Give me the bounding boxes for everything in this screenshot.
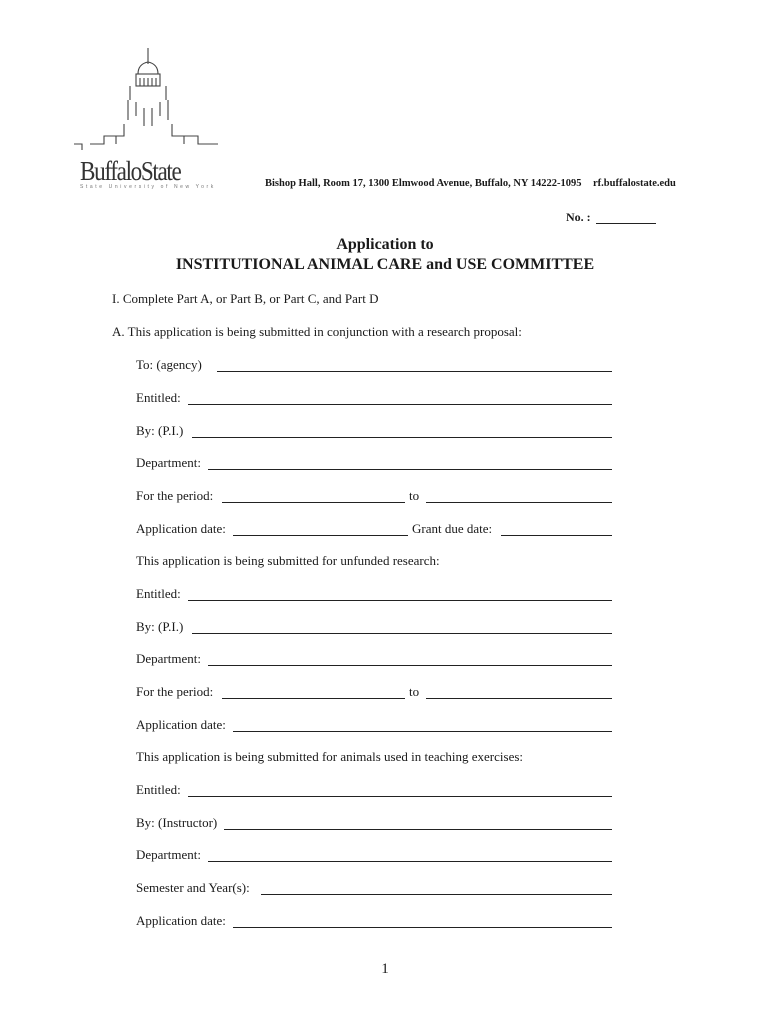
unfunded-period-end-field[interactable] [426,698,612,699]
instructor-field[interactable] [224,829,612,830]
unfunded-period-to-label: to [409,684,420,699]
unfunded-department-field[interactable] [208,665,612,666]
research-entitled-field[interactable] [188,404,612,405]
instruction-part-i: I. Complete Part A, or Part B, or Part C, and Part D [112,291,379,306]
unfunded-pi-label: By: (P.I.) [136,619,184,634]
logo-wordmark: BuffaloState [80,156,181,186]
unfunded-period-start-field[interactable] [222,698,405,699]
research-department-label: Department: [136,455,201,470]
unfunded-department-label: Department: [136,651,201,666]
research-period-label: For the period: [136,488,214,503]
unfunded-period-label: For the period: [136,684,214,699]
research-pi-label: By: (P.I.) [136,423,184,438]
office-address: Bishop Hall, Room 17, 1300 Elmwood Avenue, Buffalo, NY 14222-1095 [265,178,582,189]
teaching-entitled-field[interactable] [188,796,612,797]
research-app-date-label: Application date: [136,521,226,536]
research-department-field[interactable] [208,469,612,470]
unfunded-pi-field[interactable] [192,633,612,634]
research-period-start-field[interactable] [222,502,405,503]
number-label: No. : [566,210,591,224]
research-entitled-label: Entitled: [136,390,181,405]
research-period-end-field[interactable] [426,502,612,503]
unfunded-entitled-label: Entitled: [136,586,181,601]
research-pi-field[interactable] [192,437,612,438]
semester-label: Semester and Year(s): [136,880,250,895]
number-field[interactable] [596,223,656,224]
teaching-department-field[interactable] [208,861,612,862]
agency-label: To: (agency) [136,357,202,372]
teaching-entitled-label: Entitled: [136,782,181,797]
research-app-date-field[interactable] [233,535,408,536]
agency-field[interactable] [217,371,612,372]
teaching-department-label: Department: [136,847,201,862]
instructor-label: By: (Instructor) [136,815,218,830]
title-line-2: INSTITUTIONAL ANIMAL CARE and USE COMMITTEE [175,256,595,273]
teaching-heading: This application is being submitted for animals used in teaching exercises: [136,749,524,764]
semester-field[interactable] [261,894,612,895]
grant-due-field[interactable] [501,535,612,536]
title-line-1: Application to [336,236,434,253]
page-number: 1 [381,961,389,977]
teaching-app-date-label: Application date: [136,913,226,928]
research-period-to-label: to [409,488,420,503]
unfunded-app-date-label: Application date: [136,717,226,732]
unfunded-heading: This application is being submitted for unfunded research: [136,553,440,568]
unfunded-entitled-field[interactable] [188,600,612,601]
grant-due-label: Grant due date: [412,521,493,536]
teaching-app-date-field[interactable] [233,927,612,928]
website: rf.buffalostate.edu [593,178,676,189]
instruction-part-a: A. This application is being submitted in conjunction with a research proposal: [112,324,522,339]
logo-tagline: State University of New York [80,184,216,190]
unfunded-app-date-field[interactable] [233,731,612,732]
